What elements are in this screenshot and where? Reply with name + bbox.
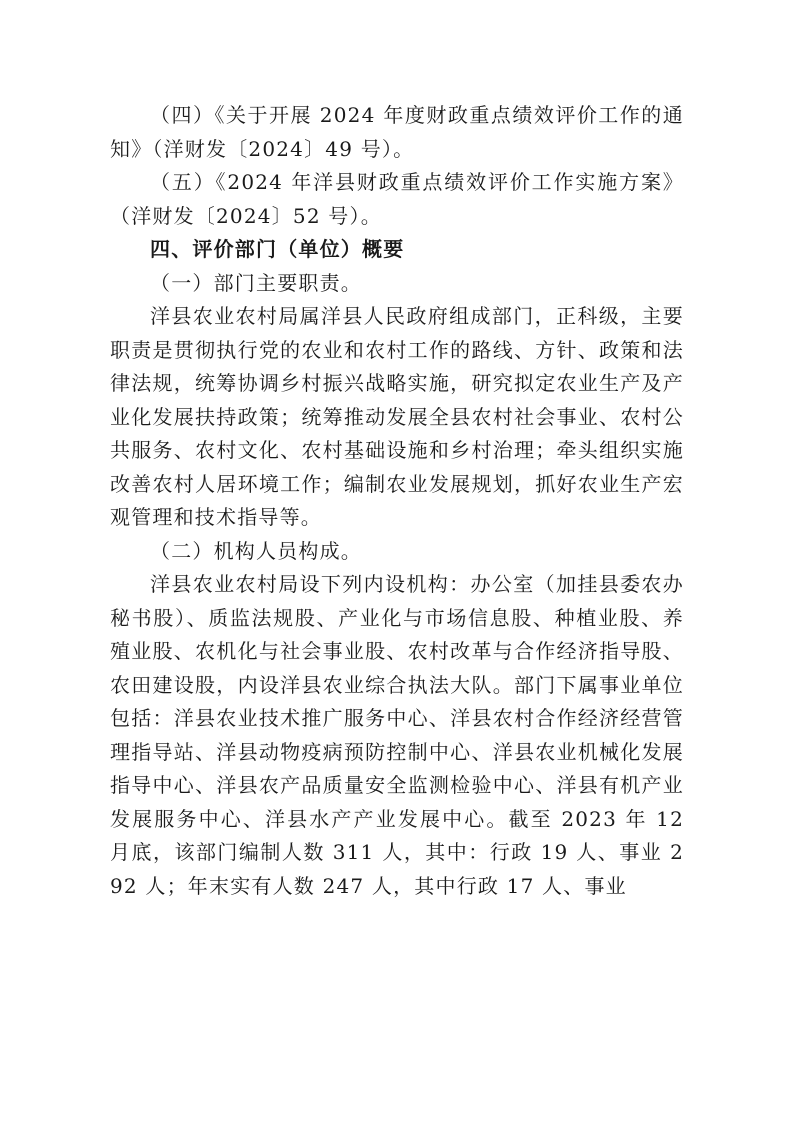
document-body xyxy=(110,99,684,903)
section-heading-4: 四、评价部门（单位）概要 xyxy=(150,237,405,261)
duties-paragraph: 洋县农业农村局属洋县人民政府组成部门，正科级，主要职责是贯彻执行党的农业和农村工作的路线、方针、政策和法律法规，统筹协调乡村振兴战略实施，研究拟定农业生产及产业化发展扶持政策；统筹推动发展全县农村社会事业、农村公共服务、农村文化、农村基础设施和乡村治理；牵头组织实施改善农村人居环境工作；编制农业发展规划，抓好农业生产宏观管理和技术指导等。 xyxy=(110,304,684,529)
basis-item-4: （四）《关于开展 2024 年度财政重点绩效评价工作的通知》（洋财发〔2024〕49 号）。 xyxy=(110,103,684,161)
subheading-duties: （一）部门主要职责。 xyxy=(150,270,362,295)
basis-item-5: （五）《2024 年洋县财政重点绩效评价工作实施方案》（洋财发〔2024〕52 号）。 xyxy=(110,170,684,228)
organization-paragraph: 洋县农业农村局设下列内设机构：办公室（加挂县委农办秘书股）、质监法规股、产业化与市场信息股、种植业股、养殖业股、农机化与社会事业股、农村改革与合作经济指导股、农田建设股，内设洋县农业综合执法大队。部门下属事业单位包括：洋县农业技术推广服务中心、洋县农村合作经济经营管理指导站、洋县动物疫病预防控制中心、洋县农业机械化发展指导中心、洋县农产品质量安全监测检验中心、洋县有机产业发展服务中心、洋县水产产业发展中心。截至 2023 年 12 月底，该部门编制人数 311 人，其中：行政 19 人、事业 292 人；年末实有人数 247 人，其中行政 17 人、事业 xyxy=(110,572,684,898)
subheading-organization: （二）机构人员构成。 xyxy=(150,538,362,563)
